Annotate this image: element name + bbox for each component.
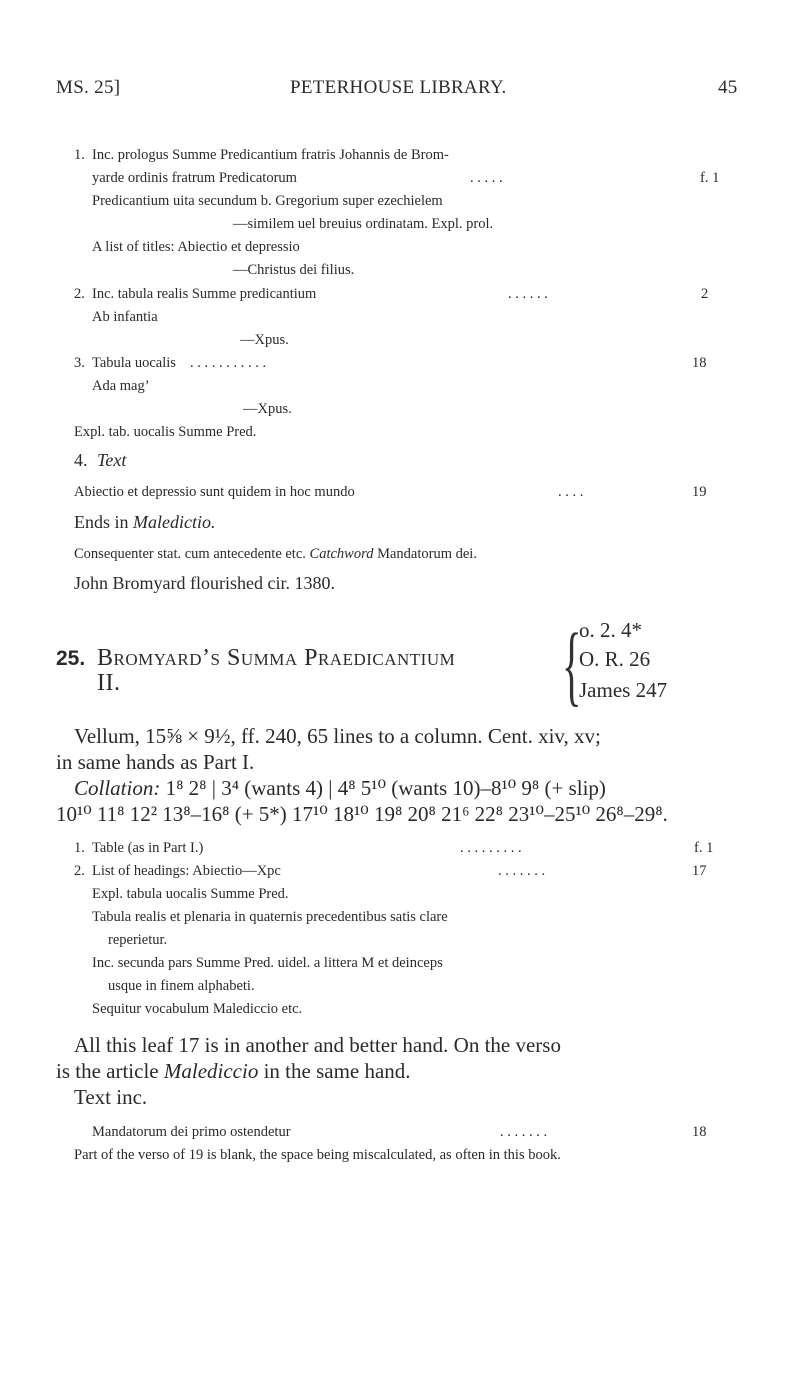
item-3-line-4: Expl. tab. uocalis Summe Pred. [74,424,257,440]
ends-prefix: Ends in [74,512,134,532]
collation-formula-1: 1⁸ 2⁸ | 3⁴ (wants 4) | 4⁸ 5¹⁰ (wants 10)–8¹⁰ 9⁸ (+ slip) [160,776,606,800]
vellum-description-line-2: in same hands as Part I. [56,750,255,774]
ends-note [74,512,216,533]
collation-line-2: 10¹⁰ 11⁸ 12² 13⁸–16⁸ (+ 5*) 17¹⁰ 18¹⁰ 19⁸ 20⁸ 21⁶ 22⁸ 23¹⁰–25¹⁰ 26⁸–29⁸. [56,802,668,826]
leaf-note-suffix: in the same hand. [258,1059,411,1083]
collation-line-1 [74,776,606,801]
item-1-folio: f. 1 [700,170,720,186]
mandatorum-leader: . . . . . . . [500,1124,548,1140]
vellum-description-line-1: Vellum, 15⅝ × 9½, ff. 240, 65 lines to a column. Cent. xiv, xv; [74,724,601,748]
item-1-line-5: A list of titles: Abiectio et depressio [92,239,300,255]
catchword-label: Catchword [309,546,374,562]
item-3-line-2: Ada mag’ [92,378,150,394]
item-1-line-1: Inc. prologus Summe Predicantium fratris Johannis de Brom- [92,147,449,163]
leaf-note-prefix: is the article [56,1059,164,1083]
header-page-number: 45 [718,77,738,98]
mandatorum-line: Mandatorum dei primo ostendetur [92,1124,291,1140]
mandatorum-folio: 18 [692,1124,707,1140]
contents-2-line-7: Sequitur vocabulum Malediccio etc. [92,1001,303,1017]
contents-1-text: Table (as in Part I.) [92,840,204,856]
verso-note: Part of the verso of 19 is blank, the space being miscalculated, as often in this book. [74,1147,561,1163]
entry-title: Bromyard’s Summa Praedicantium [97,645,456,671]
item-1-line-4: —similem uel breuius ordinatam. Expl. prol. [233,216,494,232]
contents-1-leader: . . . . . . . . . [460,840,522,856]
header-left: MS. 25] [56,77,121,98]
item-4-line-1: Abiectio et depressio sunt quidem in hoc mundo [74,484,355,500]
leaf-note-article: Malediccio [163,1059,259,1083]
item-4-number: 4. [74,450,88,470]
item-3-line-3: —Xpus. [243,401,292,417]
contents-2-leader: . . . . . . . [498,863,546,879]
shelfmark-old: o. 2. 4* [579,618,642,642]
item-3-folio: 18 [692,355,707,371]
item-2-number: 2. [74,286,85,302]
shelfmark-james: James 247 [579,678,668,702]
header-center: PETERHOUSE LIBRARY. [290,77,507,98]
leaf-note-line-2 [56,1059,411,1084]
item-3-number: 3. [74,355,85,371]
ends-word: Maledictio. [133,512,216,532]
item-3-line-1: Tabula uocalis [92,355,176,371]
item-2-line-1: Inc. tabula realis Summe predicantium [92,286,317,302]
item-1-line-2: yarde ordinis fratrum Predicatorum [92,170,297,186]
consequenter-suffix: Mandatorum dei. [373,546,477,562]
consequenter-line [74,546,477,563]
item-4-title: Text [97,450,127,470]
item-3-leader: . . . . . . . . . . . [190,355,267,371]
entry-title-part: II. [97,670,121,696]
item-2-folio: 2 [701,286,709,302]
contents-1-number: 1. [74,840,85,856]
item-4-leader: . . . . [558,484,584,500]
entry-number: 25. [56,647,86,670]
contents-2-line-5: Inc. secunda pars Summe Pred. uidel. a littera M et deinceps [92,955,443,971]
contents-2-line-6: usque in finem alphabeti. [108,978,255,994]
contents-2-text: List of headings: Abiectio—Xpc [92,863,281,879]
item-4-folio: 19 [692,484,707,500]
shelfmark-current: O. R. 26 [579,647,651,671]
item-1-leader: . . . . . [470,170,503,186]
contents-1-folio: f. 1 [694,840,714,856]
shelfmark-brace: { [562,616,582,715]
item-1-line-6: —Christus dei filius. [233,262,355,278]
item-2-line-3: —Xpus. [240,332,289,348]
bromyard-note: John Bromyard flourished cir. 1380. [74,573,335,593]
contents-2-number: 2. [74,863,85,879]
consequenter-prefix: Consequenter stat. cum antecedente etc. [74,546,310,562]
contents-2-folio: 17 [692,863,707,879]
item-2-line-2: Ab infantia [92,309,158,325]
collation-label: Collation: [74,776,161,800]
contents-2-line-3: Tabula realis et plenaria in quaternis precedentibus satis clare [92,909,448,925]
item-1-line-3: Predicantium uita secundum b. Gregorium super ezechielem [92,193,443,209]
contents-2-line-4: reperietur. [108,932,168,948]
leaf-note-line-1: All this leaf 17 is in another and better hand. On the verso [74,1033,561,1057]
item-1-number: 1. [74,147,85,163]
contents-2-line-2: Expl. tabula uocalis Summe Pred. [92,886,289,902]
item-2-leader: . . . . . . [508,286,548,302]
text-inc-label: Text inc. [74,1085,148,1109]
